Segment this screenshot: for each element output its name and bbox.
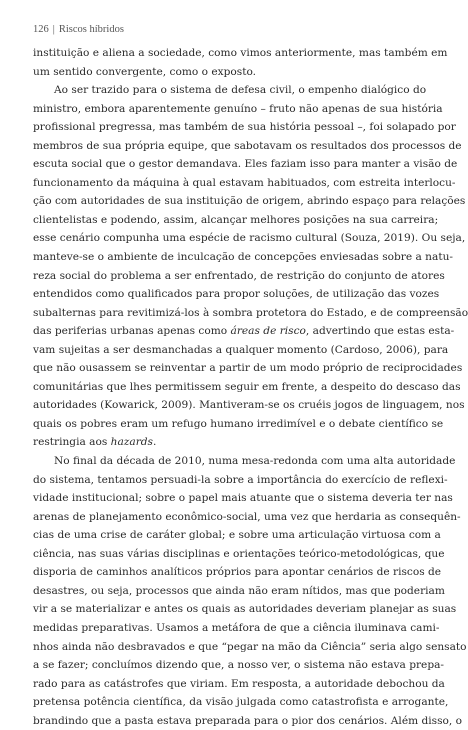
text-line: profissional pregressa, mas também de sua história pessoal –, foi solapado por — [33, 121, 456, 134]
page-number: 126 — [33, 24, 49, 35]
text-line: nhos ainda não desbravados e que “pegar na mão da Ciência” seria algo sensato — [33, 640, 467, 653]
header-separator: | — [52, 24, 55, 35]
text-line: um sentido convergente, como o exposto. — [33, 65, 257, 78]
text-line: quais os pobres eram um refugo humano irredimível e o debate científico se — [33, 417, 444, 430]
text-line: comunitárias que lhes permitissem seguir em frente, a despeito do descaso das — [33, 380, 461, 393]
text-line: autoridades (Kowarick, 2009). Mantiveram-se os cruéis jogos de linguagem, nos — [33, 399, 465, 412]
text-line: vir a se materializar e antes os quais as autoridades deveriam planejar as suas — [33, 603, 457, 616]
paragraph — [33, 452, 467, 730]
text-line: rado para as catástrofes que viriam. Em resposta, a autoridade debochou da — [33, 677, 445, 690]
body-text — [33, 44, 468, 730]
italic-term: hazards — [110, 436, 153, 449]
text-line: cias de uma crise de caráter global; e sobre uma articulação virtuosa com a — [33, 529, 441, 542]
text-line: a se fazer; concluímos dizendo que, a nosso ver, o sistema não estava prepa- — [33, 659, 444, 672]
paragraph — [33, 81, 468, 452]
text-line: escuta social que o gestor demandava. Eles faziam isso para manter a visão de — [33, 158, 458, 171]
text-line: arenas de planejamento econômico-social, uma vez que herdaria as consequên- — [33, 510, 461, 523]
text-line: entendidos como qualificados para propor soluções, de utilização das vozes — [33, 288, 440, 301]
paragraph — [33, 44, 448, 81]
section-title: Riscos híbridos — [58, 24, 124, 35]
italic-term: áreas de risco — [230, 325, 306, 338]
text-line: das periferias urbanas apenas como áreas de risco, advertindo que estas esta- — [33, 325, 455, 338]
text-line: que não ousassem se reinventar a partir de um modo próprio de reciprocidades — [33, 362, 463, 375]
text-line: medidas preparativas. Usamos a metáfora de que a ciência iluminava cami- — [33, 621, 440, 634]
text-line: ção com autoridades de sua instituição de origem, abrindo espaço para relações — [33, 195, 466, 208]
text-line: funcionamento da máquina à qual estavam habituados, com estreita interlocu- — [33, 176, 456, 189]
text-line: vam sujeitas a ser desmanchadas a qualquer momento (Cardoso, 2006), para — [33, 343, 449, 356]
text-line: reza social do problema a ser enfrentado, de restrição do conjunto de atores — [33, 269, 445, 282]
text-line: membros de sua própria equipe, que sabotavam os resultados dos processos de — [33, 139, 462, 152]
text-line: manteve-se o ambiente de inculcação de concepções enviesadas sobre a natu- — [33, 251, 453, 264]
text-line: Ao ser trazido para o sistema de defesa civil, o empenho dialógico do — [54, 84, 427, 97]
text-line: ciência, nas suas várias disciplinas e orientações teórico-metodológicas, que — [33, 547, 445, 560]
text-line: restringia aos hazards. — [33, 436, 157, 449]
text-line: pretensa potência científica, da visão julgada como catastrofista e arrogante, — [33, 696, 449, 709]
text-line: vidade institucional; sobre o papel mais atuante que o sistema deveria ter nas — [33, 492, 453, 505]
text-line: ministro, embora aparentemente genuíno – fruto não apenas de sua história — [33, 102, 443, 115]
text-line: disporia de caminhos analíticos próprios para apontar cenários de riscos de — [33, 566, 442, 579]
text-line: brandindo que a pasta estava preparada para o pior dos cenários. Além disso, o — [33, 714, 463, 727]
text-line: clientelistas e podendo, assim, alcançar melhores posições na sua carreira; — [33, 213, 439, 226]
text-line: esse cenário compunha uma espécie de racismo cultural (Souza, 2019). Ou seja, — [33, 232, 466, 245]
text-line: instituição e aliena a sociedade, como vimos anteriormente, mas também em — [33, 47, 448, 59]
text-line: desastres, ou seja, processos que ainda não eram nítidos, mas que poderiam — [33, 584, 445, 597]
text-line: subalternas para revitimizá-los à sombra protetora do Estado, e de compreensão — [33, 306, 468, 319]
text-line: do sistema, tentamos persuadi-la sobre a importância do exercício de reflexi- — [33, 473, 448, 486]
text-line: No final da década de 2010, numa mesa-redonda com uma alta autoridade — [54, 455, 456, 468]
running-head — [33, 24, 124, 35]
